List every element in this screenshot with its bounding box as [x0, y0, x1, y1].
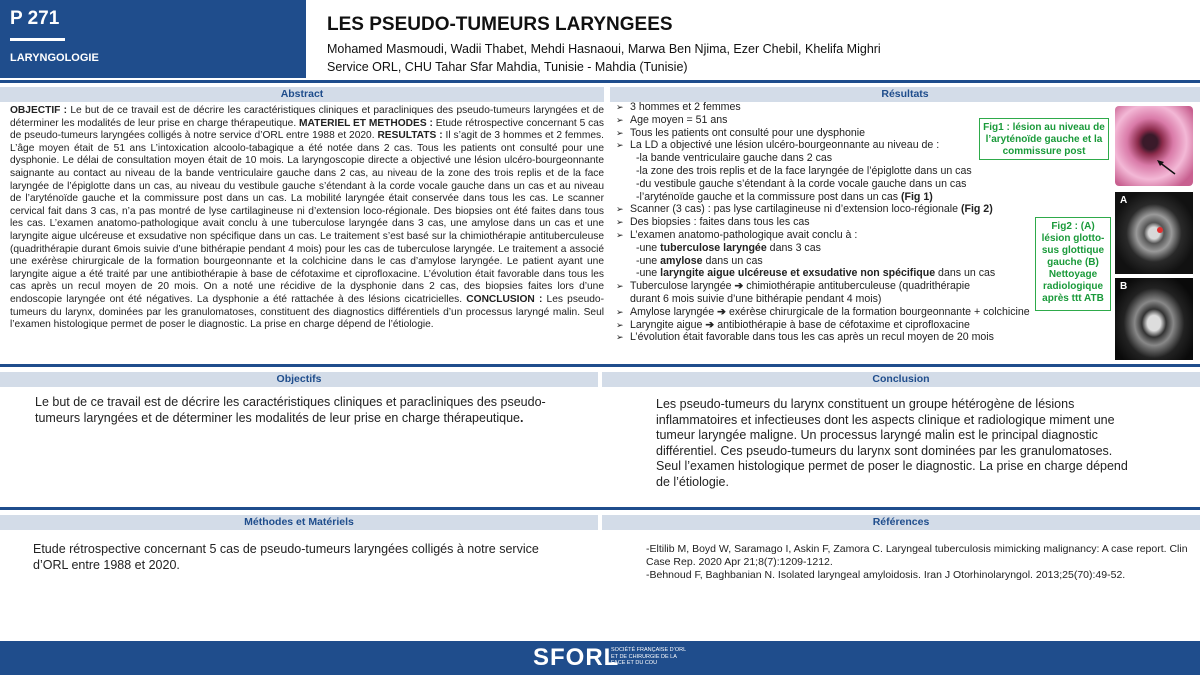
conclusion-text: Les pseudo-tumeurs du larynx constituent un groupe hétérogène de lésions inflammatoires et infectieuses dont les aspects clinique et radiologique miment une tumeur laryngée maligne. Un processus laryngé malin est le principal diagnostic différentiel. Ces pseudo-tumeurs du larynx sont dominées par les granulomatoses. Seul l’examen histologique permet de poser le diagnostic. La prise en charge dépend de l’étiologie.: [656, 397, 1128, 489]
list-item: ➢ L’évolution était favorable dans tous les cas après un recul moyen de 20 mois: [616, 331, 1046, 344]
ct-scan-image-b: [1115, 278, 1193, 360]
sforl-logo-subtitle: SOCIÉTÉ FRANÇAISE D’ORL ET DE CHIRURGIE DE LA FACE ET DU COU: [611, 647, 686, 666]
methodes-text: Etude rétrospective concernant 5 cas de pseudo-tumeurs laryngées colligés à notre service d’ORL entre 1988 et 2020.: [33, 542, 539, 572]
authors: Mohamed Masmoudi, Wadii Thabet, Mehdi Hasnaoui, Marwa Ben Njima, Ezer Chebil, Khelifa Mighri: [327, 42, 881, 56]
list-item: ➢ Age moyen = 51 ans: [616, 114, 1046, 127]
image-label-a: A: [1120, 195, 1128, 206]
abstract-conclusion: Les pseudo-tumeurs du larynx, dominées par les granulomatoses, constituent des diagnostics différentiels d’un processus laryngé malin. Seul l’examen histologique permet de poser le diagnostic. La prise en charge dépend de l’étiologie.: [10, 293, 604, 331]
abstract-resultats: Il s’agit de 3 hommes et 2 femmes. L’âge moyen était de 51 ans L’intoxication alcoolo-tabagique a été notée dans 2 cas. Tous les patients ont consulté pour une dysphonie. Le délai de consultation moyen était de 10 mois. La laryngoscopie directe a objectivé une lésion ulcéro-bourgeonnante saignante au contact au niveau de la bande ventriculaire gauche dans 2 cas, au niveau de la zone des trois replis et de la face laryngée de l’épiglotte dans un cas, au niveau du vestibule gauche s’étendant à la corde vocale gauche dans un cas et au niveau de l’aryténoïde gauche et la commissure post dans un cas. La mobilité laryngée était conservée dans tous les cas. Le scanner cervical fait dans 3 cas, n’a pas montré de lyse cartilagineuse ni d’extension loco-régionale. Des biopsies ont été faites dans tous les cas. L’examen anatomo-pathologique avait conclu à une tuberculose laryngée dans 3 cas, une amylose dans un cas et une laryngite aigue ulcéreuse et exsudative non spécifique dans un cas. Le traitement s’est basé sur la chimiothérapie antituberculeuse (quadrithérapie durant 6mois suivie d’une bithérapie pendant 4 mois) pour les cas de tuberculose laryngée. Le traitement a associé une exérèse chirurgicale de la formation bourgeonnante et la colchicine dans le cas d’amylose laryngée. Le patient ayant une laryngite aigue a été traité par une antibiothérapie à base de céfotaxime et ciprofloxacine. L’évolution était favorable dans tous les cas après un recul moyen de 20 mois. On a noté une récidive de la dysphonie dans 2 cas, des biopsies faites lors d’une endoscopie laryngée ont été négatives. La dysphonie a été rattachée à des lésions cicatricielles.: [10, 130, 604, 305]
poster-category: LARYNGOLOGIE: [10, 52, 99, 64]
list-item: ➢ Des biopsies : faites dans tous les cas: [616, 216, 1046, 229]
list-item: ➢ 3 hommes et 2 femmes: [616, 101, 1046, 114]
poster-title: LES PSEUDO-TUMEURS LARYNGEES: [327, 14, 673, 35]
header-rule: [0, 80, 1200, 83]
list-item: ➢ Laryngite aigue ➔ antibiothérapie à base de céfotaxime et ciprofloxacine: [616, 319, 1046, 332]
header-divider: [10, 38, 65, 41]
list-item: ➢ Amylose laryngée ➔ exérèse chirurgicale de la formation bourgeonnante + colchicine: [616, 306, 1046, 319]
list-item: -une laryngite aigue ulcéreuse et exsudative non spécifique dans un cas: [636, 267, 996, 280]
reference-item: -Behnoud F, Baghbanian N. Isolated laryngeal amyloidosis. Iran J Otorhinolaryngol. 2013;25(70):49-52.: [646, 569, 1126, 581]
reference-item: -Eltilib M, Boyd W, Saramago I, Askin F, Zamora C. Laryngeal tuberculosis mimicking malignancy: A case report. Clin Case Rep. 2020 Apr 21;8(7):1209-1212.: [646, 543, 1188, 568]
list-item: ➢ Scanner (3 cas) : pas lyse cartilagineuse ni d’extension loco-régionale (Fig 2): [616, 203, 1046, 216]
list-item: ➢ L’examen anatomo-pathologique avait conclu à :: [616, 229, 1046, 242]
figure2-caption: Fig2 : (A) lésion glotto-sus glottique gauche (B) Nettoyage radiologique après ttt ATB: [1035, 217, 1111, 311]
list-item: -la zone des trois replis et de la face laryngée de l’épiglotte dans un cas: [636, 164, 972, 177]
references-list: [646, 543, 1196, 582]
section-header-methodes: Méthodes et Matériels: [0, 515, 598, 530]
sforl-logo: SFORL: [533, 644, 620, 671]
abstract-conclusion-label: CONCLUSION :: [462, 293, 543, 305]
list-item: -une tuberculose laryngée dans 3 cas: [636, 241, 821, 254]
abstract-objectif: Le but de ce travail est de décrire les caractéristiques cliniques et paracliniques des pseudo-tumeurs laryngées et de déterminer les modalités de leur prise en charge thérapeutique.: [10, 105, 604, 129]
section-header-conclusion: Conclusion: [602, 372, 1200, 387]
section-divider: [0, 364, 1200, 367]
laryngoscopy-image: [1115, 106, 1193, 186]
list-item: -la bande ventriculaire gauche dans 2 cas: [636, 152, 833, 165]
objectifs-text: Le but de ce travail est de décrire les caractéristiques cliniques et paracliniques des pseudo-tumeurs laryngées et de déterminer les modalités de leur prise en charge thérapeutique.: [35, 395, 546, 425]
abstract-methodes: Etude rétrospective concernant 5 cas de pseudo-tumeurs laryngées colligés à notre service d’ORL entre 1988 et 2020.: [10, 117, 604, 142]
abstract-text: [10, 105, 604, 332]
lesion-marker-icon: [1115, 192, 1193, 274]
image-label-b: B: [1120, 281, 1128, 292]
figure1-caption: Fig1 : lésion au niveau de l’aryténoïde gauche et la commissure post: [979, 118, 1109, 160]
header-banner: [0, 0, 306, 78]
abstract-resultats-label: RESULTATS :: [374, 130, 443, 142]
arrow-annotation-icon: [1115, 106, 1193, 186]
abstract-objectif-label: OBJECTIF :: [10, 105, 68, 116]
abstract-methodes-label: MATERIEL ET METHODES :: [296, 117, 433, 129]
list-item: ➢ La LD a objectivé une lésion ulcéro-bourgeonnante au niveau de :: [616, 139, 1046, 152]
affiliation: Service ORL, CHU Tahar Sfar Mahdia, Tunisie - Mahdia (Tunisie): [327, 60, 688, 74]
section-header-abstract: Abstract: [0, 87, 604, 102]
arrow-right-icon: ➔: [717, 305, 727, 318]
arrow-right-icon: ➔: [734, 280, 744, 293]
list-item: ➢ Tous les patients ont consulté pour une dysphonie: [616, 127, 1046, 140]
list-item: -du vestibule gauche s’étendant à la corde vocale gauche dans un cas: [636, 177, 967, 190]
section-divider: [0, 507, 1200, 510]
poster-code: P 271: [10, 8, 60, 29]
list-item: -l’aryténoïde gauche et la commissure post dans un cas (Fig 1): [636, 190, 933, 203]
ct-scan-image-a: [1115, 192, 1193, 274]
arrow-right-icon: ➔: [705, 318, 715, 331]
list-item: durant 6 mois suivie d’une bithérapie pendant 4 mois): [630, 292, 882, 305]
list-item: ➢ Tuberculose laryngée ➔ chimiothérapie antituberculeuse (quadrithérapie: [616, 280, 1046, 293]
section-header-results: Résultats: [610, 87, 1200, 102]
list-item: -une amylose dans un cas: [636, 254, 763, 267]
section-header-references: Références: [602, 515, 1200, 530]
section-header-objectifs: Objectifs: [0, 372, 598, 387]
